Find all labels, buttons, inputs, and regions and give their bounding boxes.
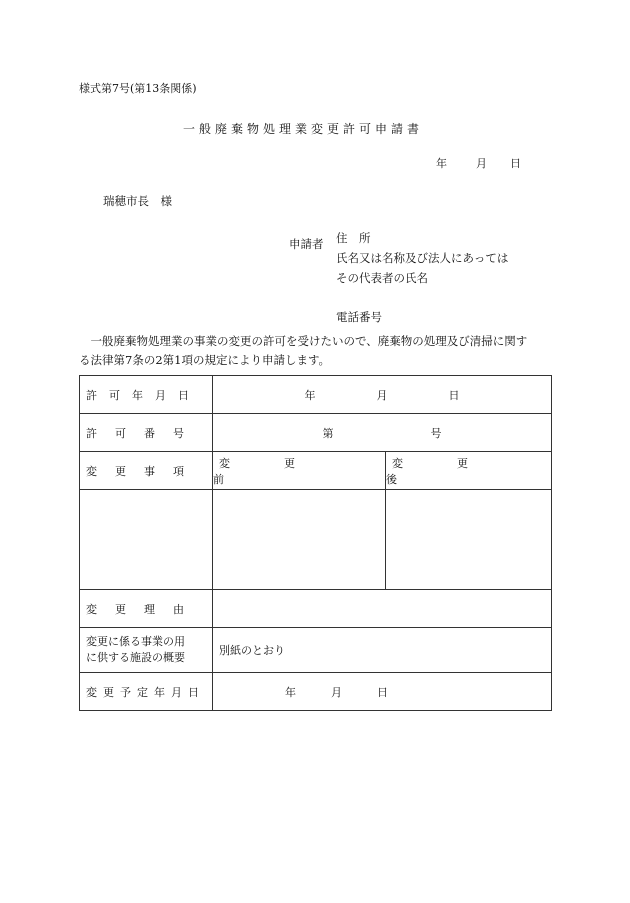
change-before-field[interactable]	[213, 490, 386, 590]
application-table	[79, 375, 552, 711]
facility-overview-value: 別紙のとおり	[219, 644, 285, 657]
row-scheduled-date	[80, 673, 552, 711]
row-change-reason	[80, 590, 552, 628]
addressee: 瑞穂市長 様	[103, 194, 172, 208]
change-after-field[interactable]	[386, 490, 552, 590]
facility-overview-label	[80, 628, 213, 673]
scheduled-year: 年	[285, 685, 296, 699]
permit-number-prefix: 第	[322, 426, 334, 440]
date-month-label: 月	[476, 157, 487, 170]
permit-number-label	[80, 414, 213, 452]
permit-date-label-value: 許可年月日	[86, 388, 201, 402]
permit-date-label	[80, 376, 213, 414]
phone-label: 電話番号	[336, 310, 382, 324]
permit-number-suffix: 号	[430, 426, 442, 440]
scheduled-month: 月	[331, 685, 342, 699]
scheduled-date-fields	[213, 684, 551, 700]
change-item-label-text: 変更事項	[86, 464, 202, 478]
statement-line-1: 一般廃棄物処理業の事業の変更の許可を受けたいので、廃棄物の処理及び清掃に関す	[79, 334, 528, 348]
change-reason-label-text: 変更理由	[86, 602, 202, 616]
permit-day: 日	[448, 388, 460, 402]
change-before-label: 変更前	[213, 456, 349, 486]
change-after-label: 変更後	[386, 456, 522, 486]
date-day-label: 日	[510, 157, 521, 170]
name-label-line1: 氏名又は名称及び法人にあっては	[336, 251, 509, 265]
permit-month: 月	[376, 388, 388, 402]
facility-label-line1: 変更に係る事業の用	[86, 635, 185, 648]
application-statement	[79, 332, 554, 370]
permit-number-fields	[213, 425, 551, 441]
document-title: 一般廃棄物処理業変更許可申請書	[183, 122, 424, 136]
permit-number-label-text: 許可番号	[86, 426, 202, 440]
facility-overview-field[interactable]	[213, 628, 552, 673]
statement-line-2: る法律第7条の2第1項の規定により申請します。	[79, 353, 331, 367]
change-after-header	[386, 452, 552, 490]
name-label-line2: その代表者の氏名	[336, 271, 428, 285]
permit-number-value[interactable]	[213, 414, 552, 452]
permit-date-value[interactable]	[213, 376, 552, 414]
change-item-blank	[80, 490, 213, 590]
scheduled-date-label-text: 変更予定年月日	[86, 685, 205, 699]
permit-year: 年	[304, 388, 316, 402]
scheduled-date-label	[80, 673, 213, 711]
facility-label-line2: に供する施設の概要	[86, 651, 185, 664]
date-year-label: 年	[436, 157, 447, 170]
row-facility-overview	[80, 628, 552, 673]
change-before-header	[213, 452, 386, 490]
row-change-item-header	[80, 452, 552, 490]
permit-date-label-text	[86, 387, 212, 403]
scheduled-day: 日	[377, 685, 388, 699]
row-permit-date	[80, 376, 552, 414]
change-item-label	[80, 452, 213, 490]
application-date	[436, 155, 521, 171]
row-permit-number	[80, 414, 552, 452]
permit-date-fields	[213, 387, 551, 403]
applicant-fields	[336, 228, 508, 288]
change-reason-field[interactable]	[213, 590, 552, 628]
row-change-item-content	[80, 490, 552, 590]
form-number: 様式第7号(第13条関係)	[79, 82, 197, 95]
change-reason-label	[80, 590, 213, 628]
applicant-label: 申請者	[289, 237, 324, 251]
address-label: 住 所	[336, 231, 371, 245]
scheduled-date-value[interactable]	[213, 673, 552, 711]
